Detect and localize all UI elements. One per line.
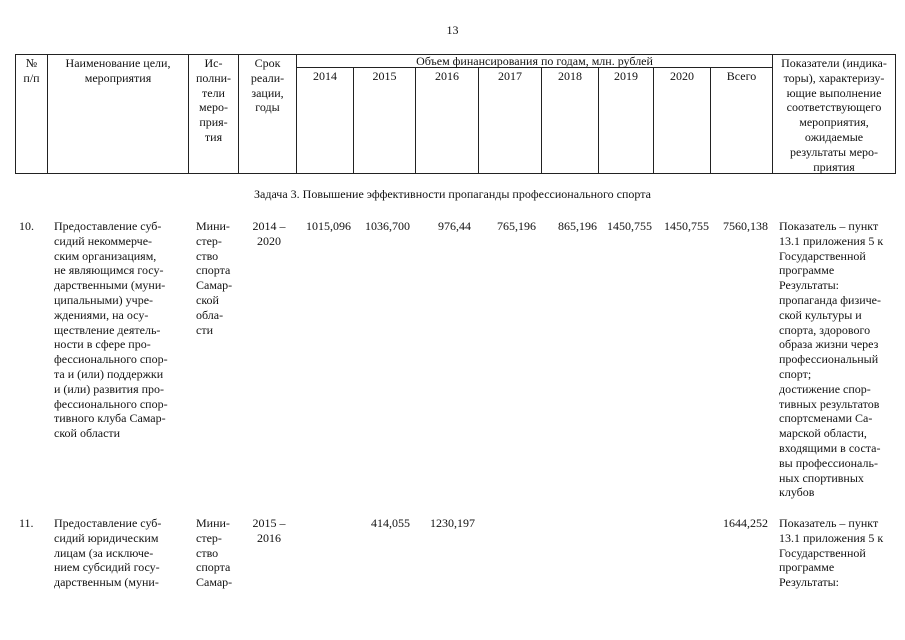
value-total: 1644,252 xyxy=(723,516,768,530)
header-year: 2015 xyxy=(372,69,397,83)
value-total: 7560,138 xyxy=(723,219,768,233)
header-year: 2016 xyxy=(435,69,459,83)
value-2015: 414,055 xyxy=(371,516,410,530)
header-total: Всего xyxy=(726,69,757,83)
value-2016: 1230,197 xyxy=(430,516,475,530)
row-num: 11. xyxy=(19,516,34,530)
row-term: 2014 – 2020 xyxy=(252,219,286,248)
value-2017: 765,196 xyxy=(497,219,536,233)
row-indicators: Показатель – пункт 13.1 приложения 5 к Государственной программе Результаты: пропаганда физиче- ской культуры и спорта, здорового образа жизни через профессиональный спорт; достижение спор- тивных результатов спортсменами Са- марской области, входящими в соста- вы профессиональ- ных спортивных клубов xyxy=(779,219,884,500)
header-indicators: Показатели (индика- торы), характеризу- ющие выполнение соответствующего мероприятия, ожидаемые результаты меро- приятия xyxy=(781,56,887,174)
header-year: 2018 xyxy=(558,69,582,83)
page-number: 13 xyxy=(446,23,459,37)
task-title: Задача 3. Повышение эффективности пропаганды профессионального спорта xyxy=(254,187,651,201)
header-num: № п/п xyxy=(23,56,40,85)
value-2018: 865,196 xyxy=(558,219,597,233)
value-2019: 1450,755 xyxy=(607,219,652,233)
header-name: Наименование цели, мероприятия xyxy=(65,56,171,85)
row-name: Предоставление суб- сидий юридическим лицам (за исключе- нием субсидий госу- дарственным (муни- xyxy=(54,516,162,590)
header-year: 2019 xyxy=(614,69,638,83)
header-year: 2020 xyxy=(670,69,694,83)
row-term: 2015 – 2016 xyxy=(252,516,286,545)
header-year: 2017 xyxy=(498,69,522,83)
row-name: Предоставление суб- сидий некоммерче- ским организациям, не являющимся госу- дарственными (муни- ципальными) учре- ждениями, на осу- ществление деятель- ности в сфере про- фессионального спор- та и (или) поддержки и (или) развития про- фессионального спор- тивного клуба Самар- ской области xyxy=(54,219,168,441)
header-term: Срок реали- зации, годы xyxy=(250,56,285,115)
header-right-border xyxy=(895,54,896,174)
row-executor: Мини- стер- ство спорта Самар- ской обла- сти xyxy=(196,219,233,337)
value-2016: 976,44 xyxy=(438,219,471,233)
value-2020: 1450,755 xyxy=(664,219,709,233)
header-executors: Ис- полни- тели меро- прия- тия xyxy=(195,56,232,144)
value-2015: 1036,700 xyxy=(365,219,410,233)
row-num: 10. xyxy=(19,219,34,233)
header-year: 2014 xyxy=(313,69,337,83)
row-indicators: Показатель – пункт 13.1 приложения 5 к Государственной программе Результаты: xyxy=(779,516,884,590)
row-executor: Мини- стер- ство спорта Самар- xyxy=(196,516,233,590)
value-2014: 1015,096 xyxy=(306,219,351,233)
header-bottom-border xyxy=(15,173,895,174)
header-financing-title: Объем финансирования по годам, млн. рублей xyxy=(416,54,653,68)
